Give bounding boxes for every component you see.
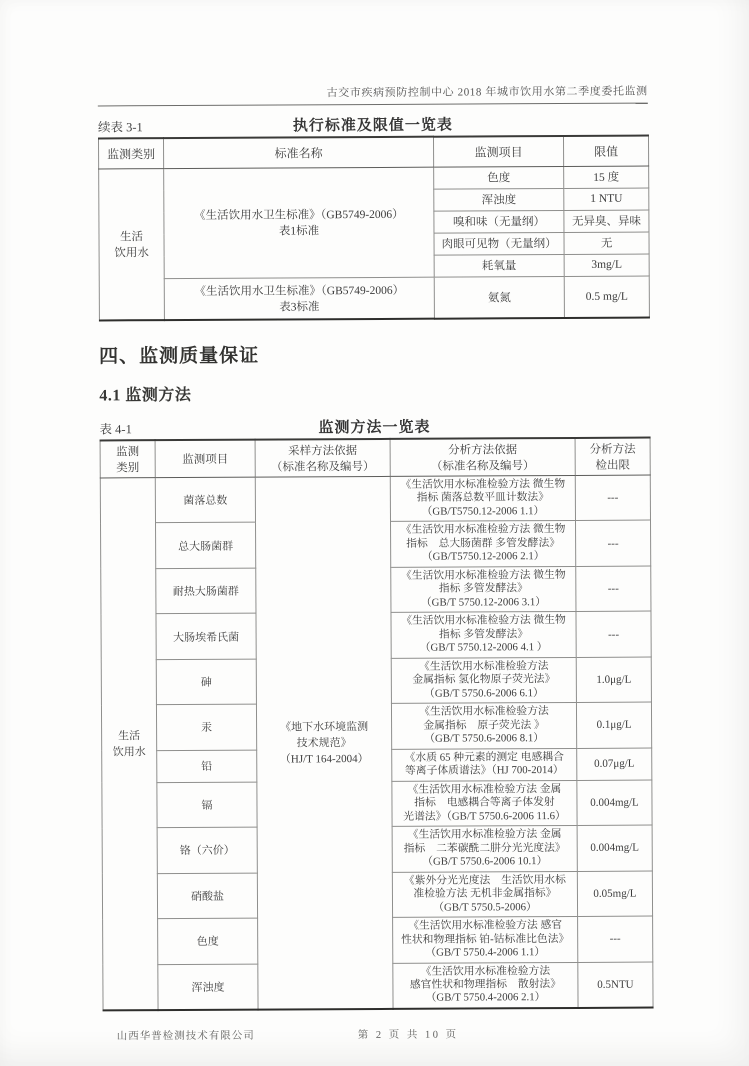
item-cell: 浑浊度 — [158, 964, 258, 1010]
table41-caption — [99, 415, 649, 438]
item-cell: 总大肠菌群 — [156, 523, 256, 569]
detection-limit-cell: --- — [576, 566, 651, 612]
item-cell: 肉眼可见物（无量纲） — [434, 232, 564, 255]
standards-limits-table — [98, 135, 650, 322]
item-cell: 耐热大肠菌群 — [156, 568, 256, 614]
subsection-heading: 4.1 监测方法 — [99, 386, 192, 405]
standard-cell-table1: 《生活饮用水卫生标准》（GB5749-2006） 表1标准 — [164, 167, 435, 278]
footer-page-number: 第 2 页 共 10 页 — [357, 1029, 459, 1042]
item-cell: 砷 — [156, 659, 256, 705]
item-cell: 大肠埃希氏菌 — [156, 613, 256, 659]
analysis-method-cell: 《生活饮用水标准检验方法 微生物 指标 菌落总数平皿计数法》 （GB/T5750.12-2006 1.1） — [390, 475, 575, 521]
table-row — [99, 166, 649, 191]
item-cell: 铬（六价） — [157, 827, 257, 873]
detection-limit-cell: 0.5NTU — [578, 962, 653, 1008]
item-cell: 嗅和味（无量纲） — [434, 210, 564, 233]
analysis-method-cell: 《生活饮用水标准检验方法 微生物 指标 多管发酵法》 （GB/T 5750.12-2006 3.1） — [391, 566, 576, 612]
column-header-sampling-basis: 采样方法依据 （标准名称及编号） — [255, 439, 390, 477]
table41-header-row — [100, 438, 650, 478]
item-cell: 浑浊度 — [434, 188, 564, 211]
table-row — [100, 475, 650, 523]
column-header-category: 监测 类别 — [100, 440, 155, 478]
table31-label: 续表 3-1 — [97, 120, 143, 135]
item-cell: 硝酸盐 — [157, 873, 257, 919]
detection-limit-cell: 0.004mg/L — [577, 825, 652, 871]
detection-limit-cell: 0.004mg/L — [577, 780, 652, 826]
column-header-standard-name: 标准名称 — [163, 137, 433, 168]
analysis-method-cell: 《水质 65 种元素的测定 电感耦合 等离子体质谱法》（HJ 700-2014） — [392, 748, 577, 781]
item-cell: 氨氮 — [434, 276, 564, 319]
column-header-analysis-basis: 分析方法依据 （标准名称及编号） — [390, 438, 575, 476]
table-row — [99, 276, 649, 321]
document-content — [97, 0, 652, 1044]
column-header-detection-limit: 分析方法 检出限 — [575, 438, 650, 476]
footer-company: 山西华普检测技术有限公司 — [116, 1030, 255, 1043]
column-header-item: 监测项目 — [433, 136, 563, 167]
header-rule — [98, 103, 648, 107]
monitoring-methods-table — [100, 437, 654, 1012]
table31-caption — [98, 113, 648, 136]
analysis-method-cell: 《生活饮用水标准检验方法 金属指标 原子荧光法 》 （GB/T 5750.6-2006 8.1） — [391, 703, 576, 749]
item-cell: 汞 — [156, 704, 256, 750]
limit-cell: 1 NTU — [564, 188, 649, 210]
item-cell: 色度 — [158, 918, 258, 964]
item-cell: 铅 — [157, 750, 257, 782]
limit-cell: 3mg/L — [564, 254, 649, 276]
standard-cell-table3: 《生活饮用水卫生标准》（GB5749-2006） 表3标准 — [164, 277, 434, 320]
page-footer — [103, 1026, 653, 1045]
detection-limit-cell: 0.1μg/L — [576, 702, 651, 748]
sampling-method-cell: 《地下水环境监测 技术规范》 （HJ/T 164-2004） — [255, 476, 393, 1009]
limit-cell: 无异臭、异味 — [564, 210, 649, 232]
category-cell: 生活 饮用水 — [99, 168, 165, 320]
detection-limit-cell: --- — [575, 521, 650, 567]
limit-cell: 无 — [564, 232, 649, 254]
analysis-method-cell: 《生活饮用水标准检验方法 微生物 指标 总大肠菌群 多管发酵法》 （GB/T5750.12-2006 2.1） — [391, 521, 576, 567]
detection-limit-cell: --- — [575, 475, 650, 521]
column-header-category: 监测类别 — [98, 138, 163, 168]
detection-limit-cell: --- — [576, 611, 651, 657]
analysis-method-cell: 《生活饮用水标准检验方法 金属指标 氢化物原子荧光法》 （GB/T 5750.6-2006 6.1） — [391, 657, 576, 703]
table31-header-row — [98, 136, 648, 169]
category-cell: 生活 饮用水 — [100, 478, 158, 1011]
item-cell: 镉 — [157, 782, 257, 828]
analysis-method-cell: 《生活饮用水标准检验方法 金属 指标 电感耦合等离子体发射 光谱法》（GB/T 5750.6-2006 11.6） — [392, 780, 577, 826]
detection-limit-cell: 0.07μg/L — [577, 748, 652, 780]
limit-cell: 0.5 mg/L — [564, 276, 649, 318]
detection-limit-cell: --- — [578, 916, 653, 962]
table41-title: 监测方法一览表 — [318, 419, 431, 437]
column-header-item: 监测项目 — [155, 440, 255, 478]
item-cell: 色度 — [434, 166, 564, 189]
section-heading: 四、监测质量保证 — [99, 345, 260, 368]
detection-limit-cell: 0.05mg/L — [577, 871, 652, 917]
analysis-method-cell: 《生活饮用水标准检验方法 感官性状和物理指标 散射法》 （GB/T 5750.4-2006 2.1） — [393, 962, 578, 1009]
analysis-method-cell: 《生活饮用水标准检验方法 金属 指标 二苯碳酰二肼分光光度法》 （GB/T 5750.6-2006 10.1） — [392, 826, 577, 872]
table41-label: 表 4-1 — [99, 422, 132, 437]
analysis-method-cell: 《紫外分光光度法 生活饮用水标 准检验方法 无机非金属指标》 （GB/T 5750.5-2006） — [392, 871, 577, 917]
column-header-limit: 限值 — [563, 136, 648, 166]
page-header: 古交市疾病预防控制中心 2018 年城市饮用水第二季度委托监测 — [326, 85, 648, 100]
table31-title: 执行标准及限值一览表 — [292, 117, 453, 135]
limit-cell: 15 度 — [564, 166, 649, 188]
analysis-method-cell: 《生活饮用水标准检验方法 微生物 指标 多管发酵法》 （GB/T 5750.12-2006 4.1 ） — [391, 612, 576, 658]
item-cell: 菌落总数 — [155, 477, 255, 523]
detection-limit-cell: 1.0μg/L — [576, 657, 651, 703]
item-cell: 耗氧量 — [434, 254, 564, 277]
analysis-method-cell: 《生活饮用水标准检验方法 感官 性状和物理指标 铂-钴标准比色法》 （GB/T 5750.4-2006 1.1） — [393, 916, 578, 962]
